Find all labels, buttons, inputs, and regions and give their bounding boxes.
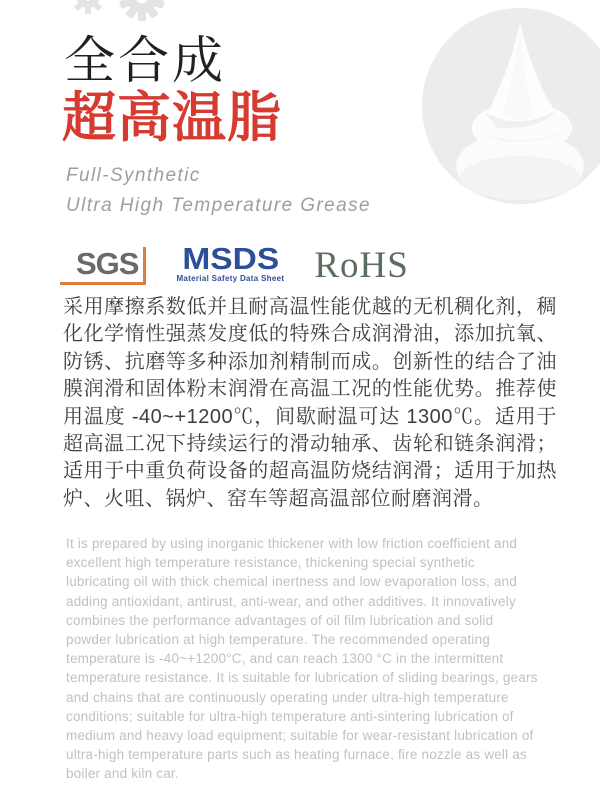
msds-logo-text: MSDS [182,241,279,276]
grease-swirl-photo [422,8,600,204]
description-paragraph-cn: 采用摩擦系数低并且耐高温性能优越的无机稠化剂，稠化化学惰性强蒸发度低的特殊合成润滑油，添加抗氧、防锈、抗磨等多种添加剂精制而成。创新性的结合了油膜润滑和固体粉末润滑在高温工况的性能优势。推荐使用温度 -40~+1200℃，间歇耐温可达 1300℃。适用于超高温工况下持续运行的滑动轴承、齿轮和链条润滑；适用于中重负荷设备的超高温防烧结润滑；适用于加热炉、火咀、锅炉、窑车等超高温部位耐磨润滑。 [63,296,557,510]
msds-logo-subtext: Material Safety Data Sheet [176,274,285,283]
page-title-cn-accent: 超高温脂 [62,88,282,148]
page-title-cn: 全合成 [64,32,227,89]
grease-swirl-illustration [422,8,600,204]
sgs-logo: SGS [60,247,146,285]
description-paragraph-en: It is prepared by using inorganic thickener with low friction coefficient and excellent high temperature resistance, thickening special synthetic lubricating oil with thick chemical inertness and low evaporation loss, and adding antioxidant, antirust, anti-wear, and other additives. It innovatively combines the performance advantages of oil film lubrication and solid powder lubrication at high temperature. The recommended operating temperature is -40~+1200°C, and can reach 1300 °C in the intermittent temperature resistance. It is suitable for lubrication of sliding bearings, gears and chains that are continuously operating under ultra-high temperature conditions; suitable for ultra-high temperature anti-sintering lubrication of medium and heavy load equipment; suitable for wear-resistant lubrication of ultra-high temperature parts such as heating furnace, fire nozzle as well as boiler and kiln car. [66,536,538,782]
gear-icon [64,0,234,32]
certification-logos [60,241,409,285]
subtitle-line1: Full-Synthetic [66,165,201,186]
msds-logo [176,241,285,285]
product-photo [422,8,600,204]
rohs-logo: RoHS [314,245,409,286]
page-subtitle-en [66,161,371,221]
gears-decoration [64,0,234,32]
subtitle-line2: Ultra High Temperature Grease [66,195,371,216]
